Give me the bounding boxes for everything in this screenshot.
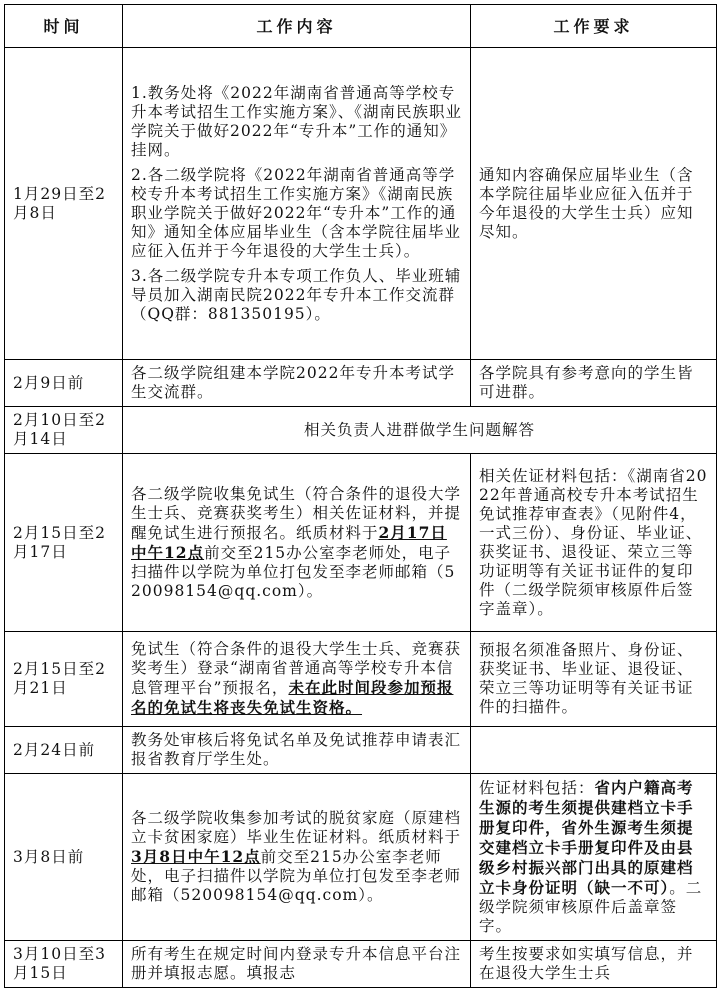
content-item: 2.各二级学院将《2022年湖南省普通高等学校专升本考试招生工作实施方案》《湖南民族职业学院关于做好2022年“专升本”工作的通知》通知全体应届毕业生（含本学院往届毕业应征入伍并于今年退役的大学生士兵）。 <box>131 165 462 260</box>
deadline-highlight: 2月17日中午12点 <box>131 522 447 562</box>
table-row <box>5 360 717 407</box>
content-cell: 教务处审核后将免试名单及免试推荐申请表汇报省教育厅学生处。 <box>123 727 471 774</box>
content-cell <box>123 454 471 632</box>
table-row <box>5 632 717 727</box>
content-cell <box>123 48 471 360</box>
content-item: 1.教务处将《2022年湖南省普通高等学校专升本考试招生工作实施方案》、《湖南民族职业学院关于做好2022年“专升本”工作的通知》挂网。 <box>131 83 463 159</box>
requirement-text: 。二级学院须审核原件后盖章签字。 <box>479 879 703 935</box>
table-row <box>5 727 717 774</box>
time-cell: 3月8日前 <box>5 774 123 941</box>
header-time: 时间 <box>5 5 123 48</box>
requirement-highlight: 省内户籍高考生源的考生须提供建档立卡手册复印件，省外生源考生须提交建档立卡手册复印件及由县级乡村振兴部门出具的原建档立卡身份证明（缺一不可） <box>479 778 694 897</box>
content-text: 前交至215办公室李老师处，电子扫描件以学院为单位打包发至李老师邮箱（520098154@qq.com）。 <box>131 848 462 904</box>
time-cell: 2月15日至2月21日 <box>5 632 123 727</box>
table-row <box>5 941 717 988</box>
content-item: 3.各二级学院专升本专项工作负人、毕业班辅导员加入湖南民院2022年专升本工作交流群（QQ群：881350195）。 <box>131 266 462 323</box>
header-content: 工作内容 <box>123 5 471 48</box>
table-row <box>5 48 717 360</box>
content-cell <box>123 632 471 727</box>
time-cell: 2月15日至2月17日 <box>5 454 123 632</box>
requirement-cell: 相关佐证材料包括：《湖南省2022年普通高校专升本考试招生免试推荐审查表》（见附件4，一式三份）、身份证、毕业证、获奖证书、退役证、荣立三等功证明等有关证书证件的复印件（二级学院须审核原件后签字盖章）。 <box>471 454 717 632</box>
deadline-highlight: 3月8日中午12点 <box>131 847 261 866</box>
requirement-text: 佐证材料包括： <box>479 779 595 797</box>
requirement-cell: 考生按要求如实填写信息，并在退役大学生士兵 <box>471 941 717 988</box>
time-cell: 2月24日前 <box>5 727 123 774</box>
content-text: 免试生（符合条件的退役大学生士兵、竞赛获奖考生）登录“湖南省普通高等学校专升本信息管理平台”预报名， <box>131 640 462 697</box>
time-cell: 3月10日至3月15日 <box>5 941 123 988</box>
table-row <box>5 454 717 632</box>
requirement-cell: 各学院具有参考意向的学生皆可进群。 <box>471 360 717 407</box>
header-requirement: 工作要求 <box>471 5 717 48</box>
header-row <box>5 5 717 48</box>
content-cell: 相关负责人进群做学生问题解答 <box>123 407 717 454</box>
time-cell: 2月9日前 <box>5 360 123 407</box>
time-cell: 2月10日至2月14日 <box>5 407 123 454</box>
content-cell: 各二级学院组建本学院2022年专升本考试学生交流群。 <box>123 360 471 407</box>
requirement-cell: 通知内容确保应届毕业生（含本学院往届毕业应征入伍并于今年退役的大学生士兵）应知尽知。 <box>471 48 717 360</box>
content-text: 前交至215办公室李老师处，电子扫描件以学院为单位打包发至李老师邮箱（520098154@qq.com）。 <box>131 543 456 600</box>
table-row <box>5 407 717 454</box>
requirement-cell <box>471 774 717 941</box>
content-cell <box>123 774 471 941</box>
content-text: 各二级学院收集免试生（符合条件的退役大学生士兵、竞赛获奖考生）相关佐证材料，并提醒免试生进行预报名。纸质材料于 <box>131 484 462 542</box>
requirement-cell <box>471 727 717 774</box>
schedule-table <box>4 4 717 988</box>
time-cell: 1月29日至2月8日 <box>5 48 123 360</box>
table-row <box>5 774 717 941</box>
content-text: 各二级学院收集参加考试的脱贫家庭（原建档立卡贫困家庭）毕业生佐证材料。纸质材料于 <box>131 809 462 846</box>
content-cell: 所有考生在规定时间内登录专升本信息平台注册并填报志愿。填报志 <box>123 941 471 988</box>
requirement-cell: 预报名须准备照片、身份证、获奖证书、毕业证、退役证、荣立三等功证明等有关证书证件的扫描件。 <box>471 632 717 727</box>
warning-highlight: 未在此时间段参加预报名的免试生将丧失免试生资格。 <box>131 678 454 717</box>
